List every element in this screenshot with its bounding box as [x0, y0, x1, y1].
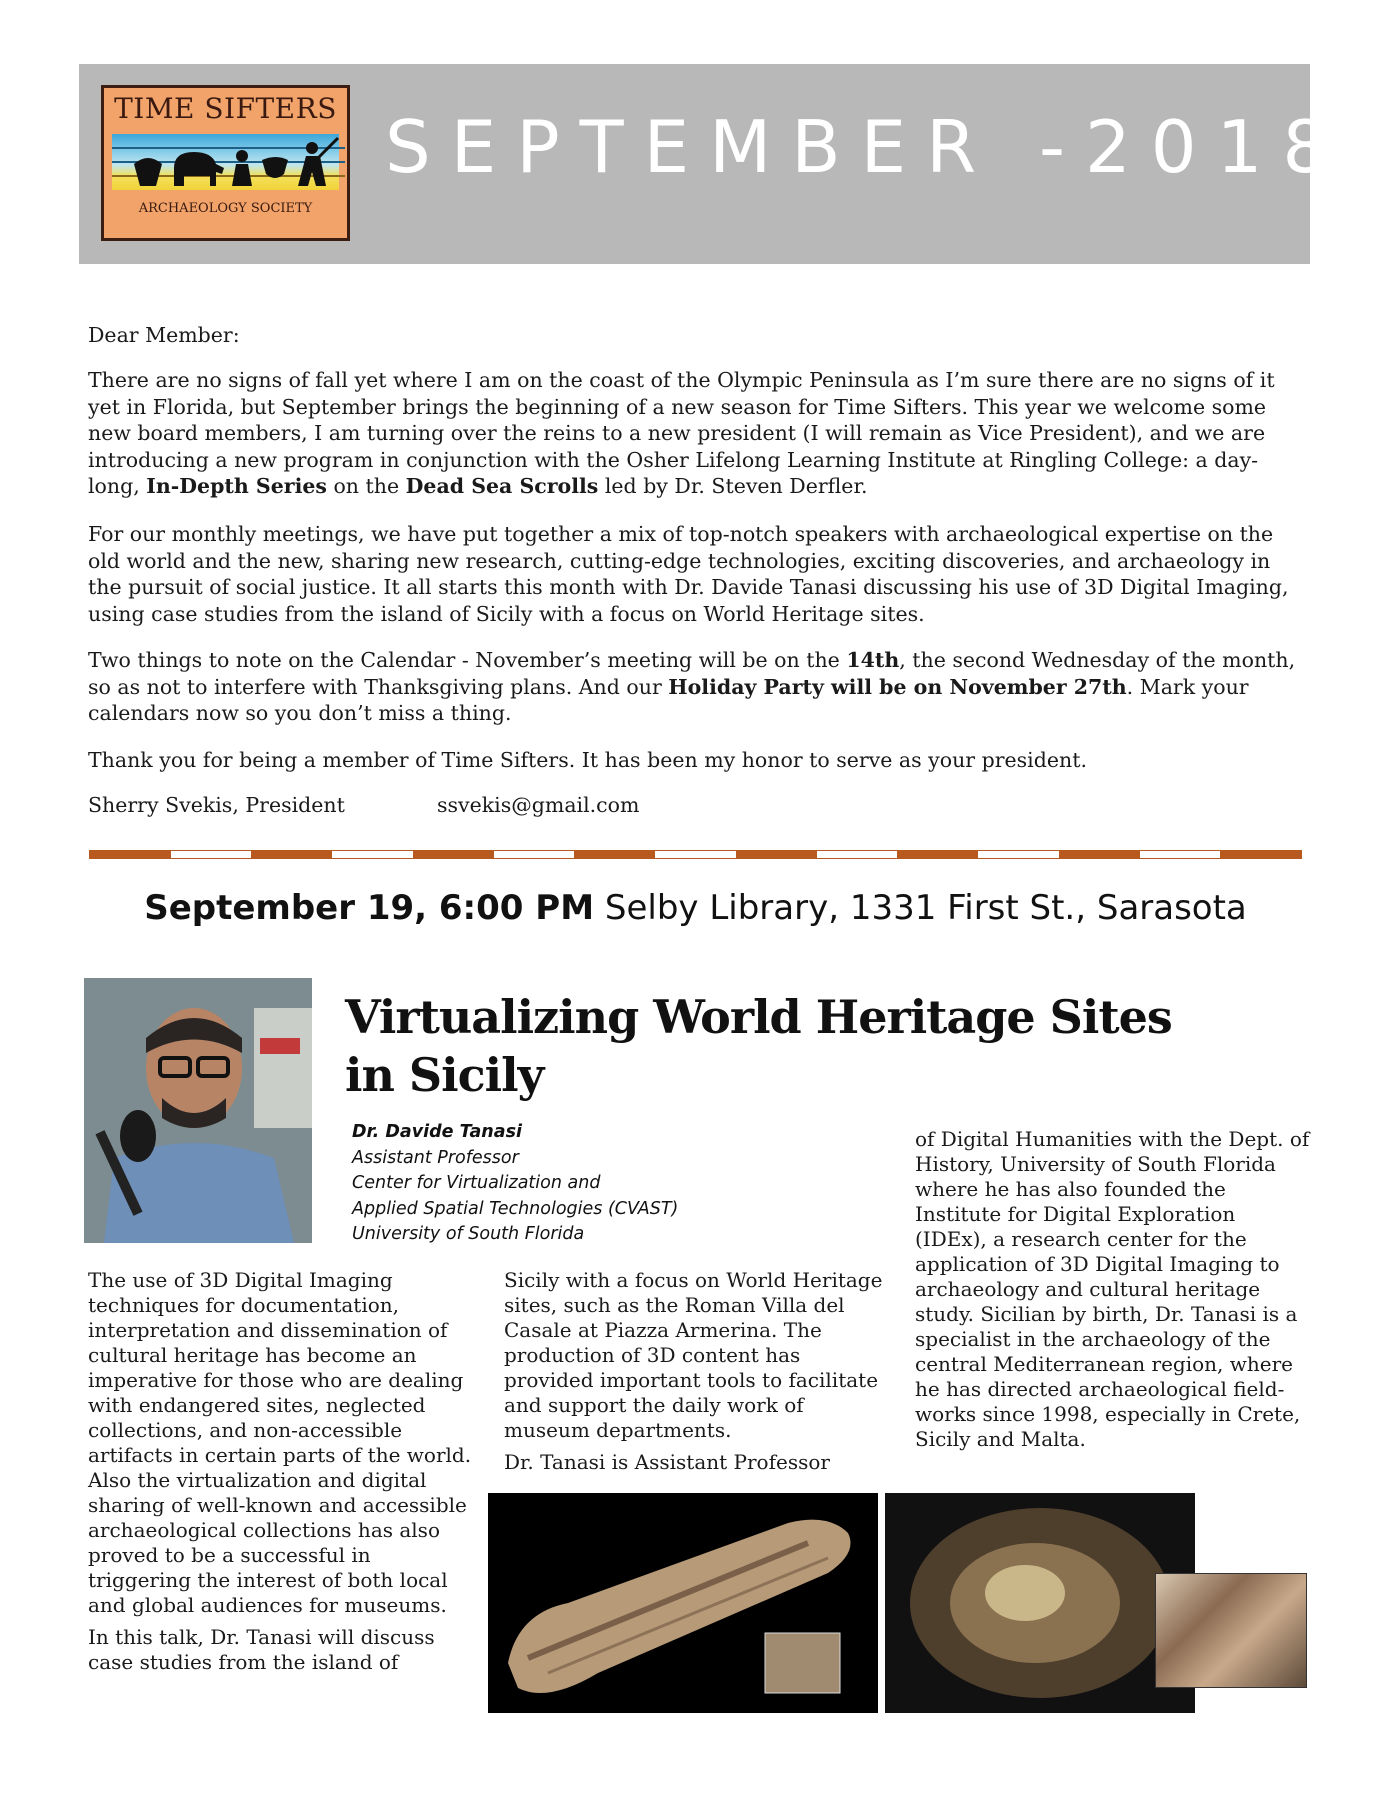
mosaic-room-3d-image [885, 1493, 1195, 1713]
president-email[interactable]: ssvekis@gmail.com [437, 793, 640, 817]
column-3-paragraph-1: of Digital Humanities with the Dept. of History, University of South Florida where he has also founded the Institute for Digital Exploration (IDEx), a research center for the application of 3D Digital Imaging to archaeology and cultural heritage study. Sicilian by birth, Dr. Tanasi is a specialist in the archaeology of the central Mediterranean region, where he has directed archaeological field-works since 1998, especially in Crete, Sicily and Malta. [915, 1127, 1310, 1451]
artifacts-silhouette-icon [112, 134, 345, 190]
salutation: Dear Member: [88, 323, 240, 347]
section-divider [89, 850, 1302, 859]
talk-title: Virtualizing World Heritage Sites in Sicily [345, 990, 1172, 1102]
column-2-paragraph-1: Sicily with a focus on World Heritage sites, such as the Roman Villa del Casale at Piazza Armerina. The production of 3D content has provided important tools to facilitate and support the daily work of museum departments. [504, 1268, 883, 1442]
column-1-paragraph-2: In this talk, Dr. Tanasi will discuss case studies from the island of [88, 1625, 435, 1674]
speaker-center-line-2: Applied Spatial Technologies (CVAST) [352, 1198, 679, 1219]
column-2 [504, 1268, 884, 1482]
speaker-photo [84, 978, 312, 1243]
event-datetime: September 19, 6:00 PM [144, 888, 595, 928]
logo-artifacts-band [112, 134, 339, 190]
speaker-university: University of South Florida [352, 1224, 585, 1244]
letter-paragraph-2: For our monthly meetings, we have put together a mix of top-notch speakers with archaeological expertise on the old world and the new, sharing new research, cutting-edge technologies, exciting discoveries, and archaeology in the pursuit of social justice. It all starts this month with Dr. Davide Tanasi discussing his use of 3D Digital Imaging, using case studies from the island of Sicily with a focus on World Heritage sites. [88, 522, 1289, 626]
time-sifters-logo [101, 85, 350, 241]
column-1-paragraph-1: The use of 3D Digital Imaging techniques for documentation, interpretation and dissemination of cultural heritage has become an imperative for those who are dealing with endangered sites, neglected collections, and non-accessible artifacts in certain parts of the world. Also the virtualization and digital sharing of well-known and accessible archaeological collections has also proved to be a successful in triggering the interest of both local and global audiences for museums. [88, 1268, 472, 1617]
speaker-name: Dr. Davide Tanasi [352, 1122, 522, 1142]
logo-title: TIME SIFTERS [114, 92, 337, 125]
logo-subtitle: ARCHAEOLOGY SOCIETY [138, 201, 313, 216]
event-location: Selby Library, 1331 First St., Sarasota [594, 888, 1247, 928]
letter-paragraph-4: Thank you for being a member of Time Sifters. It has been my honor to serve as your president. [88, 748, 1087, 772]
signature: Sherry Svekis, President [88, 793, 345, 817]
month-title: SEPTEMBER -2018 [385, 105, 1349, 189]
speaker-center-line-1: Center for Virtualization and [352, 1173, 601, 1193]
column-3 [915, 1127, 1310, 1459]
villa-3d-model-image [488, 1493, 878, 1713]
letter-paragraph-1: There are no signs of fall yet where I am on the coast of the Olympic Peninsula as I’m sure there are no signs of it yet in Florida, but September brings the beginning of a new season for Time Sifters. This year we welcome some new board members, I am turning over the reins to a new president (I will remain as Vice President), and we are introducing a new program in conjunction with the Osher Lifelong Learning Institute at Ringling College: a day-long, In-Depth Series on the Dead Sea Scrolls led by Dr. Steven Derfler. [88, 368, 1275, 498]
mosaic-detail-image [1155, 1573, 1307, 1688]
column-2-paragraph-2: Dr. Tanasi is Assistant Professor [504, 1450, 830, 1474]
speaker-role: Assistant Professor [352, 1147, 519, 1168]
event-details [0, 888, 1391, 928]
column-1 [88, 1268, 480, 1682]
speaker-info [352, 1120, 678, 1248]
letter-paragraph-3: Two things to note on the Calendar - November’s meeting will be on the 14th, the second Wednesday of the month, so as not to interfere with Thanksgiving plans. And our Holiday Party will be on November 27th. Mark your calendars now so you don’t miss a thing. [88, 648, 1296, 725]
